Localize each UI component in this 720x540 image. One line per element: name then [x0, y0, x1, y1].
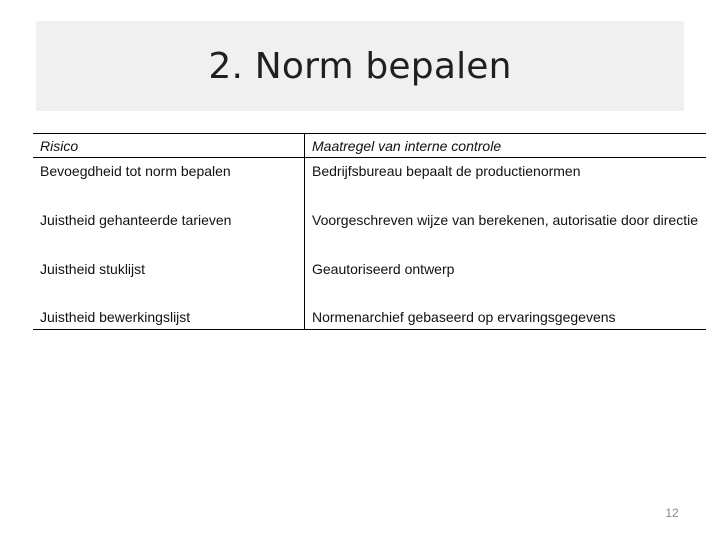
control-cell: Geautoriseerd ontwerp [305, 256, 707, 304]
risk-cell: Bevoegdheid tot norm bepalen [40, 163, 231, 179]
slide-title: 2. Norm bepalen [208, 46, 512, 87]
table-row [33, 207, 706, 256]
risk-cell: Juistheid gehanteerde tarieven [40, 212, 232, 228]
header-maatregel: Maatregel van interne controle [305, 134, 707, 158]
page-number: 12 [665, 506, 679, 520]
table-row [33, 304, 706, 330]
control-cell: Bedrijfsbureau bepaalt de productienormen [305, 158, 707, 208]
control-cell: Normenarchief gebaseerd op ervaringsgegevens [305, 304, 707, 330]
table-row [33, 256, 706, 304]
header-risico: Risico [33, 134, 305, 158]
title-band [36, 21, 684, 111]
control-cell: Voorgeschreven wijze van berekenen, autorisatie door directie [305, 207, 707, 256]
risk-cell: Juistheid bewerkingslijst [33, 304, 305, 330]
risk-control-table [33, 133, 706, 330]
risk-cell: Juistheid stuklijst [40, 261, 146, 277]
table-row [33, 158, 706, 208]
table-header-row [33, 134, 706, 158]
